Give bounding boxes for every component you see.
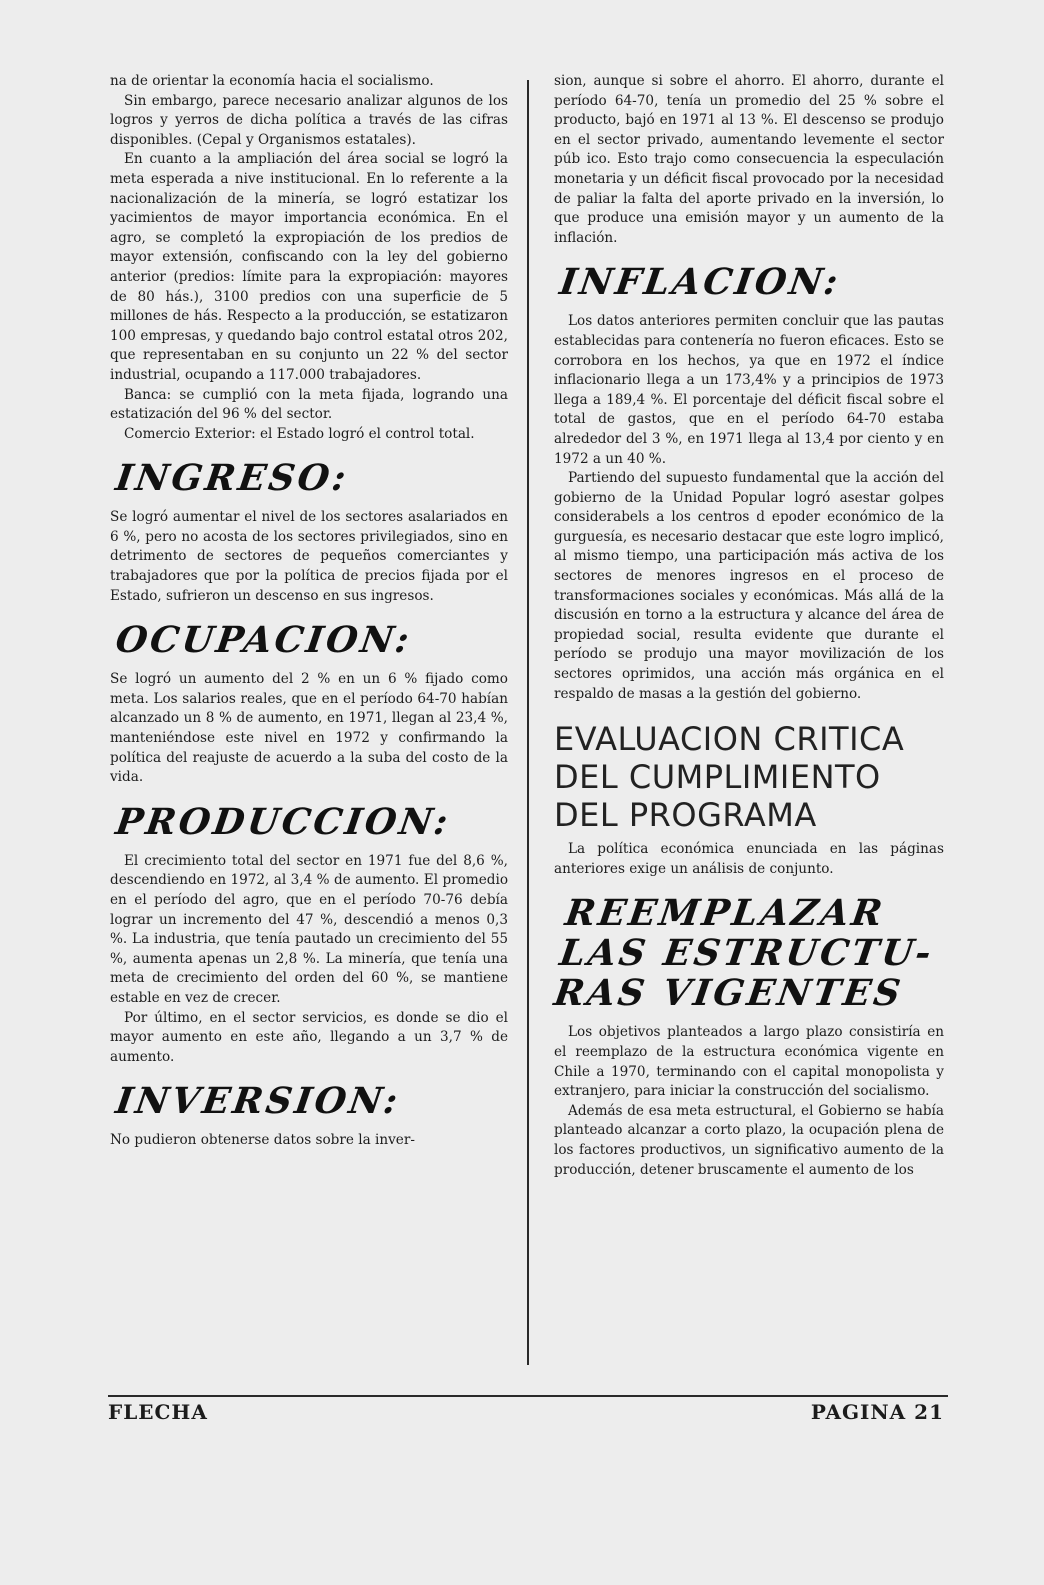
paragraph: No pudieron obtenerse datos sobre la inver- xyxy=(110,1132,415,1149)
heading-line: LAS ESTRUCTU- xyxy=(557,932,937,975)
paragraph: sion, aunque si sobre el ahorro. El ahorro, durante el período 64-70, tenía un promedio del 25 % sobre el producto, bajó en 1971 al 13 %. El descenso se produjo en el sector privado, aumentando levemente el sector púb ico. Esto trajo como consecuencia la especulación monetaria y un déficit fiscal provocado por la necesidad de paliar la falta del aporte privado en la inversión, lo que produce una emisión mayor y un aumento de la inflación. xyxy=(554,73,944,246)
column-divider xyxy=(527,80,529,1365)
title-line: DEL PROGRAMA xyxy=(554,796,817,835)
paragraph: Sin embargo, parece necesario analizar algunos de los logros y yerros de dicha política a través de las cifras disponibles. (Cepal y Organismos estatales). xyxy=(110,92,508,148)
left-column xyxy=(110,72,508,1151)
paragraph: Partiendo del supuesto fundamental que la acción del gobierno de la Unidad Popular logró asestar golpes considerabels a los centros d epoder económico de la gurguesía, es necesario destacar que este logro implicó, al mismo tiempo, una participación más activa de los sectores de menores ingresos en el proceso de transformaciones sociales y económicas. Más allá de la discusión en torno a la estructura y alcance del área de propiedad social, resulta evidente que durante el período se produjo una mayor movilización de los sectores oprimidos, una acción más orgánica en el respaldo de masas a la gestión del gobierno. xyxy=(554,470,944,702)
section-heading-produccion: PRODUCCION: xyxy=(113,800,454,843)
heading-line: RAS VIGENTES xyxy=(551,972,906,1015)
section-title-evaluacion xyxy=(554,720,944,834)
right-column xyxy=(551,72,944,1180)
section-heading-inflacion: INFLACION: xyxy=(557,261,844,304)
page-number: PAGINA 21 xyxy=(810,1400,944,1424)
section-heading-ocupacion: OCUPACION: xyxy=(113,619,415,662)
paragraph: Se logró aumentar el nivel de los sectores asalariados en 6 %, pero no acosta de los sectores privilegiados, sino en detrimento de sectores de pequeños comerciantes y trabajadores que por la política de precios fijada por el Estado, sufrieron un descenso en sus ingresos. xyxy=(110,509,508,604)
paragraph: Además de esa meta estructural, el Gobierno se había planteado alcanzar a corto plazo, la ocupación plena de los factores productivos, un significativo aumento de la producción, detener bruscamente el aumento de los xyxy=(554,1102,944,1178)
paragraph: Banca: se cumplió con la meta fijada, logrando una estatización del 96 % del sector. xyxy=(110,386,508,423)
section-heading-ingreso: INGRESO: xyxy=(113,457,352,500)
title-line: DEL CUMPLIMIENTO xyxy=(554,758,881,797)
title-line: EVALUACION CRITICA xyxy=(554,720,905,759)
paragraph: na de orientar la economía hacia el socialismo. xyxy=(110,73,434,89)
paragraph: Por último, en el sector servicios, es donde se dio el mayor aumento en este año, llegando a un 3,7 % de aumento. xyxy=(110,1009,508,1065)
paragraph: La política económica enunciada en las páginas anteriores exige un análisis de conjunto. xyxy=(554,841,944,877)
section-heading-reemplazar xyxy=(552,893,953,1013)
heading-line: REEMPLAZAR xyxy=(562,892,888,935)
paragraph: Los datos anteriores permiten concluir que las pautas establecidas para contenería no fueron eficaces. Esto se corrobora en los hechos, ya que en 1972 el índice inflacionario llega a un 173,4% y a principios de 1973 llega a 189,4 %. El porcentaje del déficit fiscal sobre el total de gastos, que en el período 64-70 estaba alrededor del 3 %, en 1971 llega al 13,4 por ciento y en 1972 a un 40 %. xyxy=(554,313,944,467)
paragraph: Comercio Exterior: el Estado logró el control total. xyxy=(124,425,475,442)
paragraph: Se logró un aumento del 2 % en un 6 % fijado como meta. Los salarios reales, que en el período 64-70 habían alcanzado un 8 % de aumento, en 1971, llegan al 23,4 %, manteniéndose este nivel en 1972 y confirmando la política del reajuste de acuerdo a la suba del costo de la vida. xyxy=(110,671,508,786)
section-heading-inversion: INVERSION: xyxy=(113,1080,404,1123)
paragraph: El crecimiento total del sector en 1971 fue del 8,6 %, descendiendo en 1972, al 3,4 % de aumento. El promedio en el período del agro, que en el período 70-76 debía lograr un incremento del 47 %, descendió a menos 0,3 %. La industria, que tenía pautado un crecimiento del 55 %, aumenta apenas un 2,8 %. La minería, que tenía una meta de crecimiento del orden del 60 %, se mantiene estable en vez de crecer. xyxy=(110,852,508,1006)
publication-name: FLECHA xyxy=(108,1400,208,1424)
footer-rule xyxy=(108,1395,948,1397)
paragraph: Los objetivos planteados a largo plazo consistiría en el reemplazo de la estructura económica vigente en Chile a 1970, terminando con el capital monopolista y extranjero, para iniciar la construcción del socialismo. xyxy=(554,1024,944,1100)
paragraph: En cuanto a la ampliación del área social se logró la meta esperada a nive institucional. En lo referente a la nacionalización de la minería, se logró estatizar los yacimientos de mayor importancia económica. En el agro, se completó la expropiación de los predios de mayor extensión, confiscando con la ley del gobierno anterior (predios: límite para la expropiación: mayores de 80 hás.), 3100 predios con una superficie de 5 millones de hás. Respecto a la producción, se estatizaron 100 empresas, y quedando bajo control estatal otros 202, que representaban en su conjunto un 22 % del sector industrial, ocupando a 117.000 trabajadores. xyxy=(110,151,508,383)
